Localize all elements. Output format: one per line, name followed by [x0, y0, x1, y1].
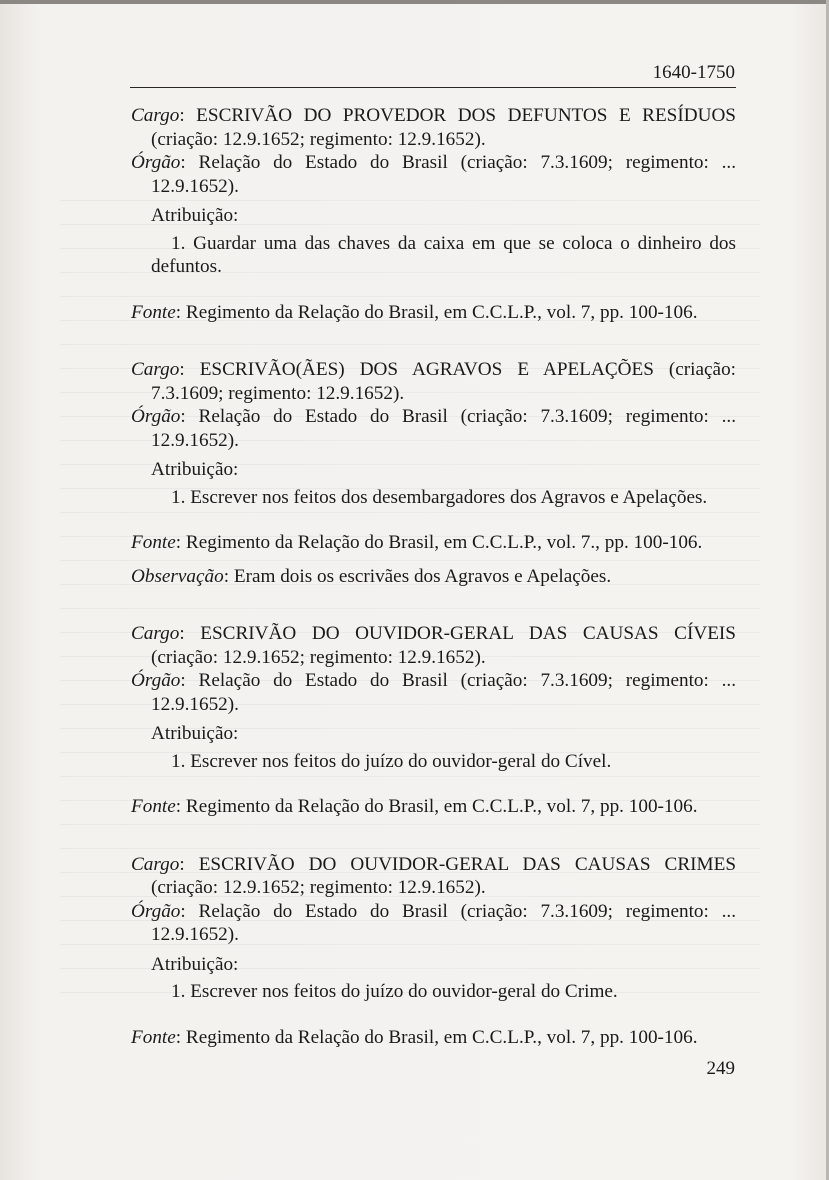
orgao-text: Relação do Estado do Brasil (criação: 7.3.1609; regimento: ... 12.9.1652). [151, 406, 736, 451]
atribuicao-label: Atribuição: [151, 205, 239, 226]
entry-escrivao-provedor-defuntos [131, 104, 736, 324]
orgao-line: Órgão: Relação do Estado do Brasil (criação: 7.3.1609; regimento: ... 12.9.1652). [131, 900, 736, 945]
fonte-label: Fonte [131, 301, 176, 323]
orgao-label: Órgão [131, 900, 181, 922]
orgao-line: Órgão: Relação do Estado do Brasil (criação: 7.3.1609; regimento: ... 12.9.1652). [131, 152, 736, 197]
page-content [131, 104, 736, 1049]
atribuicao-item: 1. Escrever nos feitos dos desembargadores dos Agravos e Apelações. [171, 486, 708, 508]
cargo-line: Cargo: ESCRIVÃO DO OUVIDOR-GERAL DAS CAUSAS CÍVEIS (criação: 12.9.1652; regimento: 12.9.1652). [131, 623, 736, 668]
cargo-line: Cargo: ESCRIVÃO(ÃES) DOS AGRAVOS E APELAÇÕES (criação: 7.3.1609; regimento: 12.9.1652). [131, 359, 736, 404]
orgao-line: Órgão: Relação do Estado do Brasil (criação: 7.3.1609; regimento: ... 12.9.1652). [131, 670, 736, 715]
atribuicao-label: Atribuição: [151, 723, 239, 744]
atribuicao-item: 1. Escrever nos feitos do juízo do ouvidor-geral do Crime. [171, 981, 618, 1002]
fonte-label: Fonte [131, 796, 176, 817]
fonte-text: Regimento da Relação do Brasil, em C.C.L.P., vol. 7., pp. 100-106. [185, 532, 703, 553]
orgao-label: Órgão [131, 670, 181, 691]
cargo-label: Cargo [131, 623, 180, 644]
entry-escrivao-ouvidor-crimes [131, 853, 736, 1050]
atribuicao-item: 1. Escrever nos feitos do juízo do ouvidor-geral do Cível. [171, 750, 612, 772]
atribuicao-label: Atribuição: [151, 953, 239, 975]
orgao-text: Relação do Estado do Brasil (criação: 7.3.1609; regimento: ... 12.9.1652). [151, 670, 736, 715]
orgao-text: Relação do Estado do Brasil (criação: 7.3.1609; regimento: ... 12.9.1652). [151, 152, 736, 197]
cargo-text: ESCRIVÃO DO OUVIDOR-GERAL DAS CAUSAS CÍVEIS (criação: 12.9.1652; regimento: 12.9.1652). [151, 623, 736, 668]
entry-separator [131, 324, 736, 358]
fonte-text: Regimento da Relação do Brasil, em C.C.L.P., vol. 7, pp. 100-106. [185, 796, 698, 817]
cargo-line: Cargo: ESCRIVÃO DO OUVIDOR-GERAL DAS CAUSAS CRIMES (criação: 12.9.1652; regimento: 12.9.1652). [131, 853, 736, 898]
observacao-label: Observação [131, 565, 224, 587]
fonte-line: Fonte: Regimento da Relação do Brasil, em C.C.L.P., vol. 7, pp. 100-106. [131, 1026, 698, 1048]
orgao-label: Órgão [131, 406, 181, 427]
entry-escrivao-ouvidor-civeis [131, 622, 736, 819]
cargo-label: Cargo [131, 105, 180, 126]
fonte-line: Fonte: Regimento da Relação do Brasil, em C.C.L.P., vol. 7, pp. 100-106. [131, 301, 698, 323]
cargo-text: ESCRIVÃO DO OUVIDOR-GERAL DAS CAUSAS CRIMES (criação: 12.9.1652; regimento: 12.9.1652). [151, 853, 736, 898]
cargo-label: Cargo [131, 853, 180, 875]
orgao-text: Relação do Estado do Brasil (criação: 7.3.1609; regimento: ... 12.9.1652). [151, 900, 736, 945]
fonte-text: Regimento da Relação do Brasil, em C.C.L.P., vol. 7, pp. 100-106. [185, 1026, 698, 1048]
cargo-text: ESCRIVÃO(ÃES) DOS AGRAVOS E APELAÇÕES (criação: 7.3.1609; regimento: 12.9.1652). [151, 359, 736, 404]
running-header-range: 1640-1750 [652, 62, 735, 83]
observacao-text: Eram dois os escrivães dos Agravos e Apelações. [233, 565, 612, 587]
header-rule [130, 87, 736, 88]
orgao-label: Órgão [131, 152, 181, 173]
entry-separator [131, 588, 736, 622]
atribuicao-label: Atribuição: [151, 459, 239, 480]
cargo-line: Cargo: ESCRIVÃO DO PROVEDOR DOS DEFUNTOS E RESÍDUOS (criação: 12.9.1652; regimento: 12.9.1652). [131, 105, 736, 150]
atribuicao-item: 1. Guardar uma das chaves da caixa em que se coloca o dinheiro dos defuntos. [151, 232, 736, 277]
observacao-line: Observação: Eram dois os escrivães dos Agravos e Apelações. [131, 565, 612, 587]
entry-escrivao-agravos-apelacoes [131, 358, 736, 588]
fonte-label: Fonte [131, 1026, 176, 1048]
fonte-label: Fonte [131, 532, 176, 553]
scan-top-edge [0, 0, 829, 4]
page-number: 249 [706, 1058, 735, 1079]
cargo-text: ESCRIVÃO DO PROVEDOR DOS DEFUNTOS E RESÍDUOS (criação: 12.9.1652; regimento: 12.9.1652). [151, 105, 736, 150]
fonte-line: Fonte: Regimento da Relação do Brasil, em C.C.L.P., vol. 7., pp. 100-106. [131, 532, 703, 553]
entry-separator [131, 819, 736, 853]
fonte-text: Regimento da Relação do Brasil, em C.C.L.P., vol. 7, pp. 100-106. [185, 301, 698, 323]
orgao-line: Órgão: Relação do Estado do Brasil (criação: 7.3.1609; regimento: ... 12.9.1652). [131, 406, 736, 451]
fonte-line: Fonte: Regimento da Relação do Brasil, em C.C.L.P., vol. 7, pp. 100-106. [131, 796, 698, 817]
cargo-label: Cargo [131, 359, 180, 380]
